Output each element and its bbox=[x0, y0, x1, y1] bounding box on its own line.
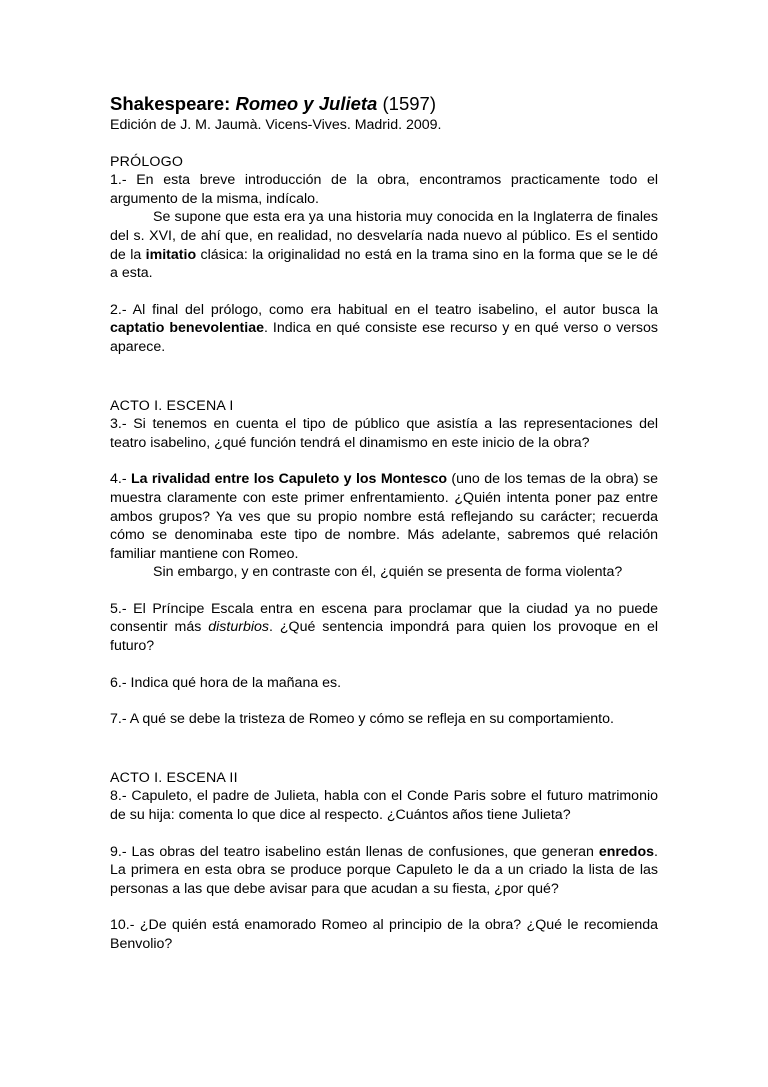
question-1: 1.- En esta breve introducción de la obra, encontramos practicamente todo el argumento de la misma, indícalo. bbox=[110, 172, 658, 207]
question-6: 6.- Indica qué hora de la mañana es. bbox=[110, 674, 342, 691]
question-9 bbox=[110, 843, 658, 899]
question-4-prefix: 4.- bbox=[110, 471, 131, 488]
question-5-text-b: . ¿Qué sentencia impondrá para quien los provoque en el futuro? bbox=[110, 619, 658, 655]
question-9-text-a: 9.- Las obras del teatro isabelino están llenas de confusiones, que generan bbox=[110, 843, 599, 860]
document-title bbox=[110, 92, 658, 116]
question-8: 8.- Capuleto, el padre de Julieta, habla con el Conde Paris sobre el futuro matrimonio de su hija: comenta lo que dice al respecto. ¿Cuántos años tiene Julieta? bbox=[110, 788, 658, 824]
question-4-followup: Sin embargo, y en contraste con él, ¿quién se presenta de forma violenta? bbox=[153, 564, 623, 581]
section-heading-prologo: PRÓLOGO bbox=[110, 153, 184, 170]
document-page bbox=[110, 92, 658, 972]
question-9-text-b: . La primera en esta obra se produce porque Capuleto le da a un criado la lista de las personas a las que debe avisar para que acudan a su fiesta, ¿por qué? bbox=[110, 843, 658, 897]
title-author: Shakespeare: bbox=[110, 93, 236, 114]
section-heading-acto1-escena2: ACTO I. ESCENA II bbox=[110, 769, 238, 786]
title-work: Romeo y Julieta bbox=[235, 93, 378, 114]
question-2 bbox=[110, 301, 658, 357]
section-spacer bbox=[110, 747, 658, 769]
question-5-text-a: 5.- El Príncipe Escala entra en escena para proclamar que la ciudad ya no puede consentir más bbox=[110, 600, 658, 636]
question-1-note bbox=[110, 208, 658, 282]
question-9-emphasis: enredos bbox=[598, 843, 655, 860]
question-10: 10.- ¿De quién está enamorado Romeo al principio de la obra? ¿Qué le recomienda Benvolio? bbox=[110, 917, 658, 952]
section-heading-acto1-escena1: ACTO I. ESCENA I bbox=[110, 397, 234, 414]
question-5 bbox=[110, 600, 658, 656]
section-spacer bbox=[110, 375, 658, 397]
question-4 bbox=[110, 470, 658, 563]
question-1-note-text-b: clásica: la originalidad no está en la trama sino en la forma que se le dé a esta. bbox=[110, 246, 658, 282]
question-4-emphasis: La rivalidad entre los Capuleto y los Montesco bbox=[130, 471, 448, 488]
question-7: 7.- A qué se debe la tristeza de Romeo y cómo se refleja en su comportamiento. bbox=[110, 711, 614, 728]
question-2-text-b: . Indica en qué consiste ese recurso y en qué verso o versos aparece. bbox=[110, 320, 658, 355]
question-1-note-emphasis: imitatio bbox=[145, 246, 197, 263]
question-3: 3.- Si tenemos en cuenta el tipo de público que asistía a las representaciones del teatro isabelino, ¿qué función tendrá el dinamismo en este inicio de la obra? bbox=[110, 416, 658, 451]
edition-line: Edición de J. M. Jaumà. Vicens-Vives. Madrid. 2009. bbox=[110, 117, 442, 133]
question-5-italic: disturbios bbox=[208, 619, 269, 636]
title-year: (1597) bbox=[377, 93, 436, 114]
question-4-text: (uno de los temas de la obra) se muestra claramente con este primer enfrentamiento. ¿Quién intenta poner paz entre ambos grupos? Ya ves que su propio nombre está reflejando su carácter; recuerda cómo se denominaba este tipo de nombre. Más adelante, sabremos qué relación familiar mantiene con Romeo. bbox=[110, 471, 659, 562]
question-2-text-a: 2.- Al final del prólogo, como era habitual en el teatro isabelino, el autor busca la bbox=[110, 301, 658, 318]
question-1-note-text-a: Se supone que esta era ya una historia muy conocida en la Inglaterra de finales del s. XVI, de ahí que, en realidad, no desvelaría nada nuevo al público. Es el sentido de la bbox=[110, 209, 658, 263]
question-2-emphasis: captatio benevolentiae bbox=[110, 320, 264, 337]
